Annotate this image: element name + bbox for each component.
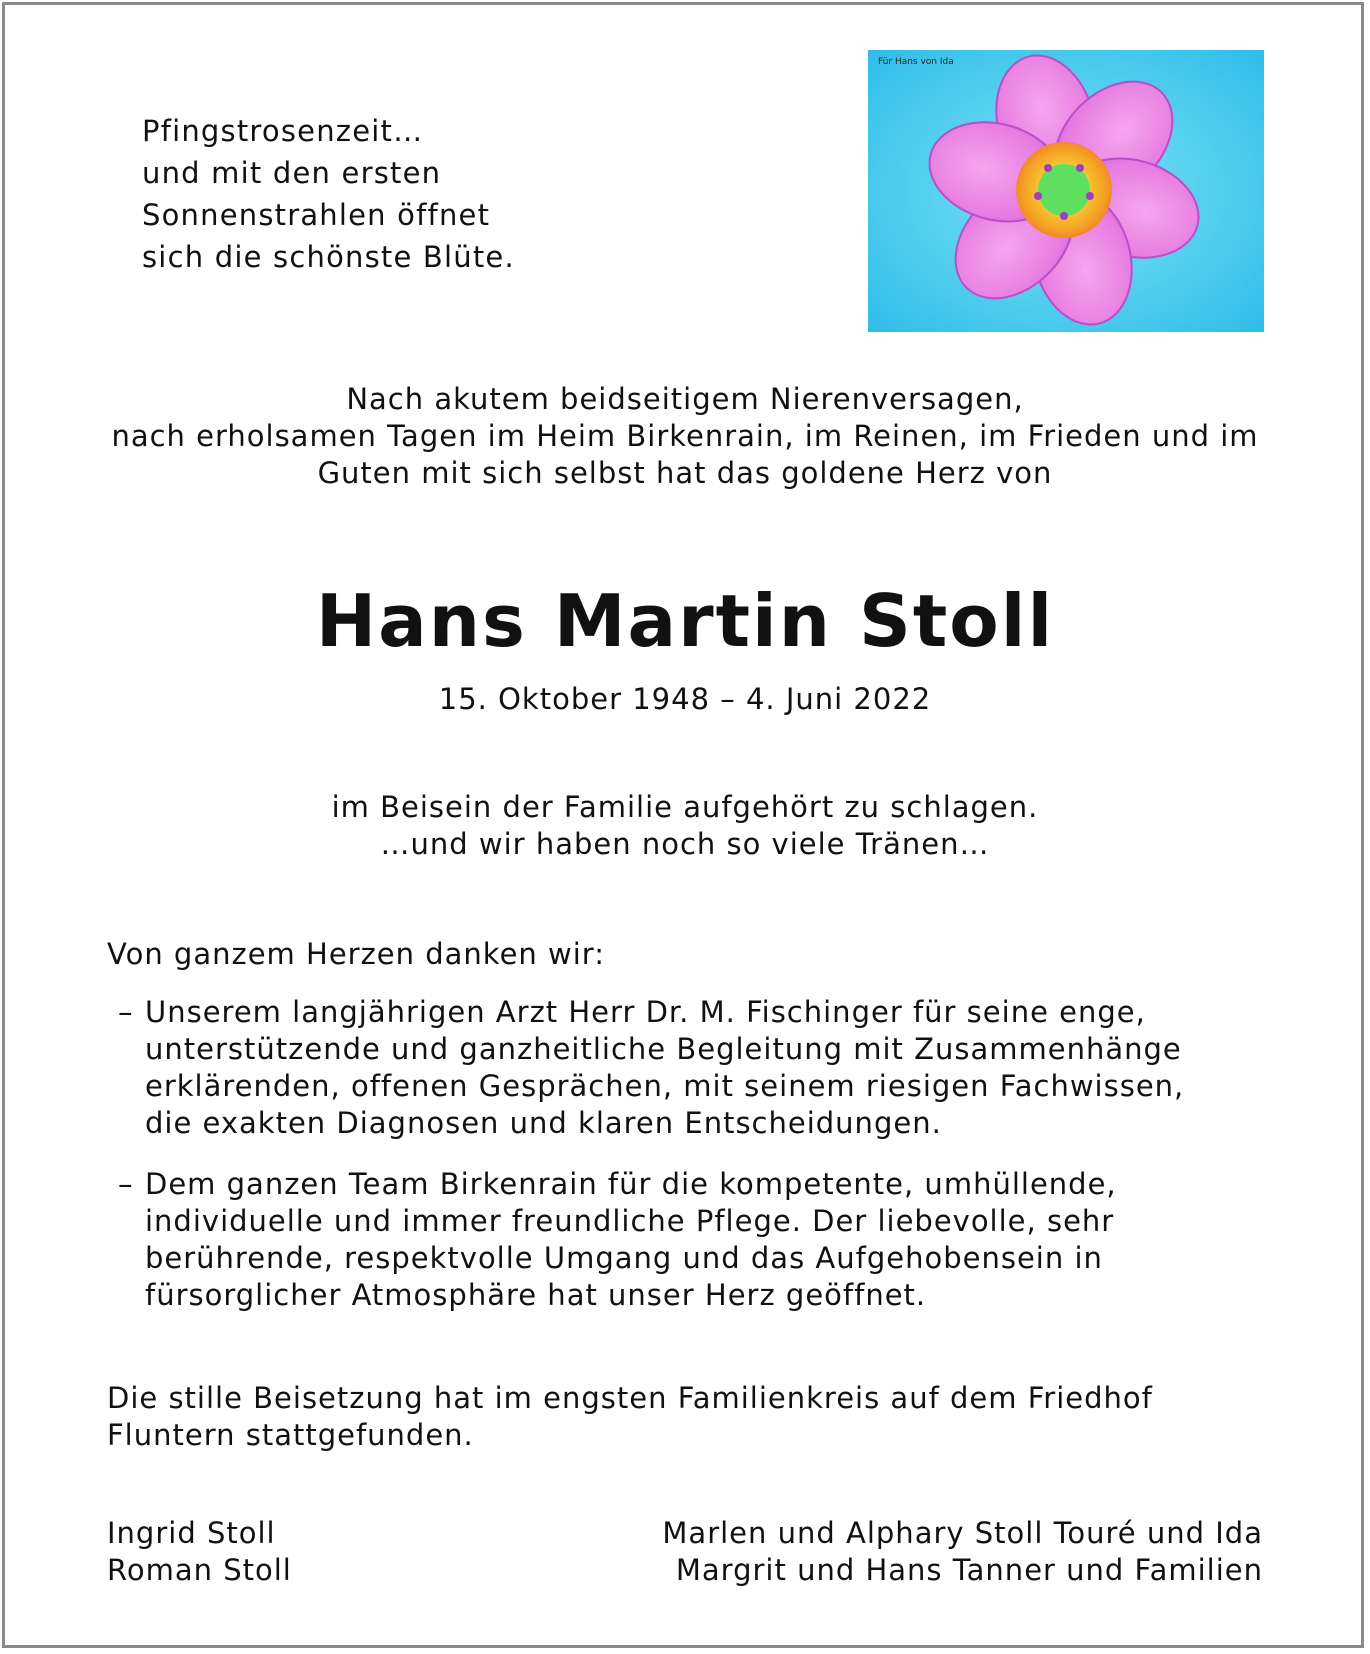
thanks-item (118, 994, 1278, 1142)
closing-text (60, 789, 1310, 863)
intro-line: nach erholsamen Tagen im Heim Birkenrain, im Reinen, im Frieden und im (111, 419, 1259, 453)
intro-text (60, 381, 1310, 492)
life-dates: 15. Oktober 1948 – 4. Juni 2022 (438, 682, 932, 716)
closing-line: im Beisein der Familie aufgehört zu schlagen. (331, 790, 1039, 824)
flower-center (1038, 164, 1090, 216)
signature-name: Margrit und Hans Tanner und Familien (675, 1553, 1263, 1587)
poem-line: und mit den ersten (142, 156, 442, 190)
thanks-line: unterstützende und ganzheitliche Begleitung mit Zusammenhänge (145, 1032, 1182, 1066)
signatures-left (107, 1515, 292, 1589)
thanks-line: berührende, respektvolle Umgang und das Aufgehobensein in (145, 1241, 1103, 1275)
thanks-line: individuelle und immer freundliche Pflege. Der liebevolle, sehr (145, 1204, 1115, 1238)
closing-line: …und wir haben noch so viele Tränen… (380, 827, 990, 861)
signature-name: Roman Stoll (107, 1553, 292, 1587)
burial-notice (107, 1380, 1267, 1454)
poem-line: Pfingstrosenzeit… (142, 114, 424, 148)
burial-line: Die stille Beisetzung hat im engsten Familienkreis auf dem Friedhof (107, 1381, 1153, 1415)
intro-line: Guten mit sich selbst hat das goldene Herz von (317, 456, 1053, 490)
intro-line: Nach akutem beidseitigem Nierenversagen, (346, 382, 1024, 416)
deceased-name: Hans Martin Stoll (315, 579, 1055, 663)
list-dash: – (118, 1167, 134, 1201)
thanks-line: Dem ganzen Team Birkenrain für die kompetente, umhüllende, (145, 1167, 1117, 1201)
flower-painting (868, 50, 1264, 332)
painting-dedication: Für Hans von Ida (878, 57, 954, 67)
thanks-list (118, 994, 1278, 1338)
poem-line: Sonnenstrahlen öffnet (142, 198, 491, 232)
list-dash: – (118, 995, 134, 1029)
thanks-item (118, 1166, 1278, 1314)
signature-name: Ingrid Stoll (107, 1516, 276, 1550)
thanks-line: die exakten Diagnosen und klaren Entscheidungen. (145, 1106, 942, 1140)
thanks-line: erklärenden, offenen Gesprächen, mit seinem riesigen Fachwissen, (145, 1069, 1185, 1103)
burial-line: Fluntern stattgefunden. (107, 1418, 474, 1452)
poem (142, 110, 515, 278)
poem-line: sich die schönste Blüte. (142, 240, 515, 274)
signature-name: Marlen und Alphary Stoll Touré und Ida (662, 1516, 1263, 1550)
thanks-heading: Von ganzem Herzen danken wir: (107, 937, 605, 971)
thanks-line: Unserem langjährigen Arzt Herr Dr. M. Fischinger für seine enge, (145, 995, 1146, 1029)
thanks-line: fürsorglicher Atmosphäre hat unser Herz geöffnet. (145, 1278, 927, 1312)
signatures-right (662, 1515, 1263, 1589)
